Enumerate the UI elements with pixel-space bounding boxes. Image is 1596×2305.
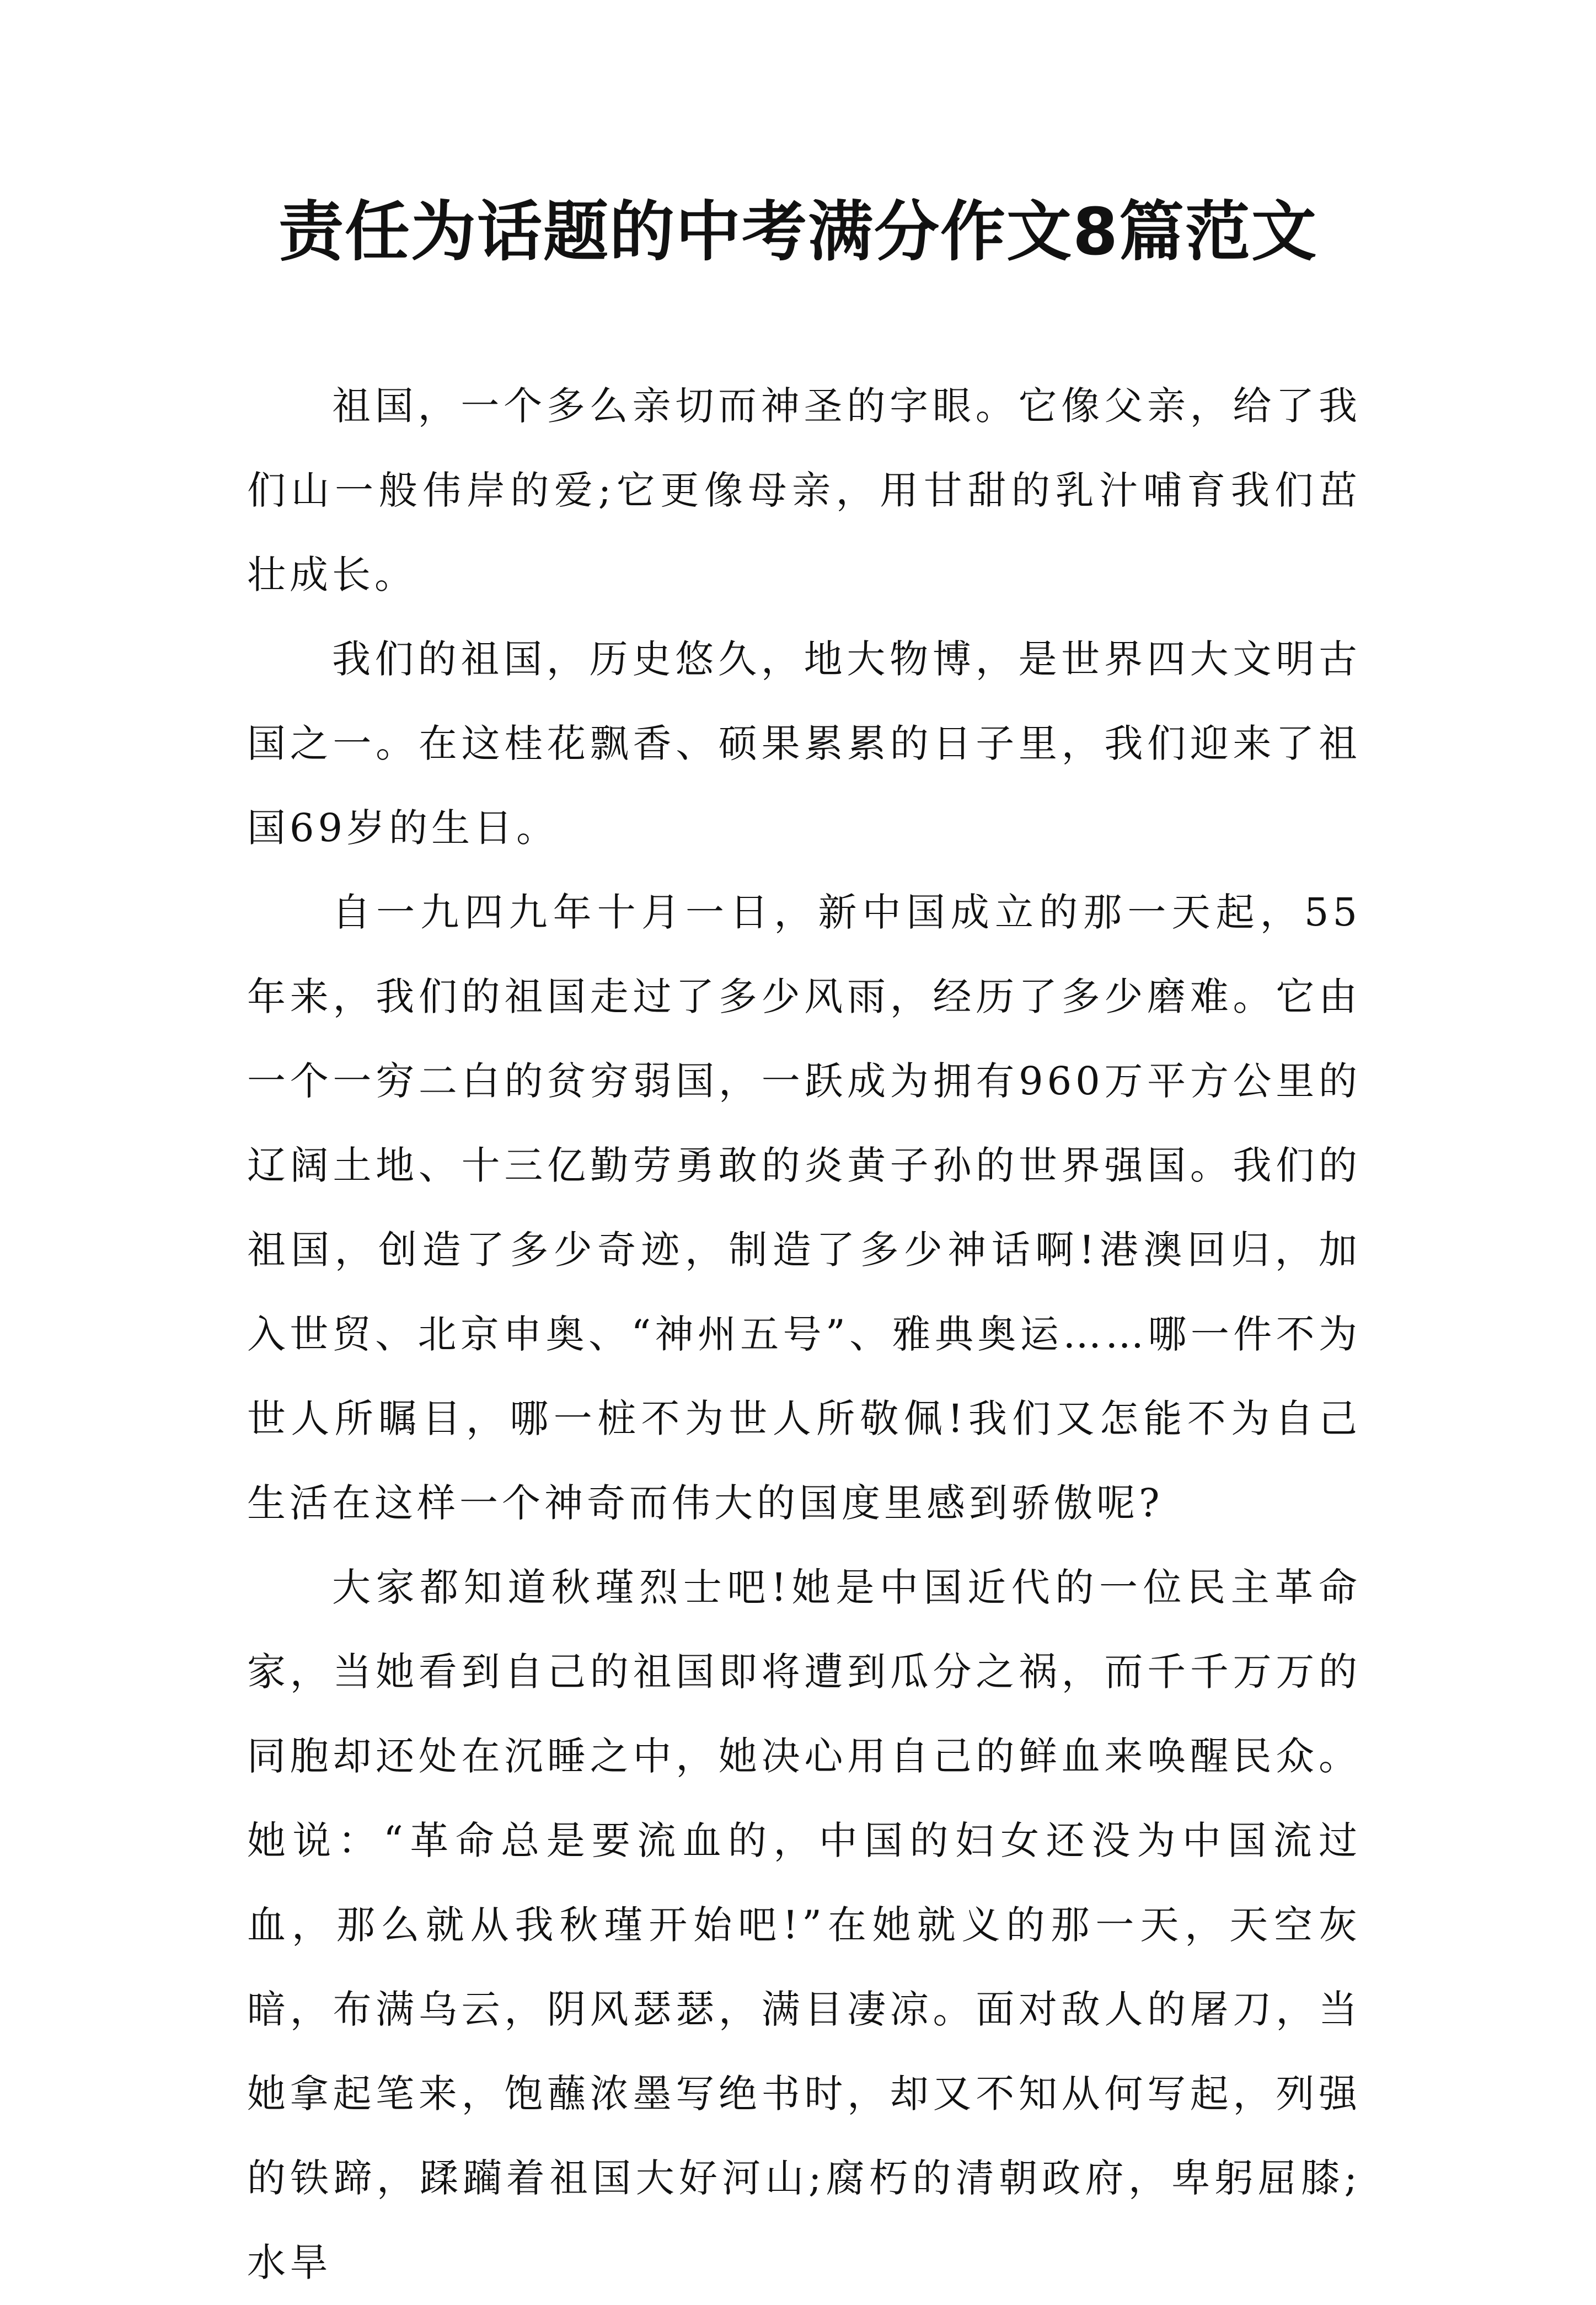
paragraph-2: 我们的祖国，历史悠久，地大物博，是世界四大文明古国之一。在这桂花飘香、硕果累累的日子里，我们迎来了祖国69岁的生日。 (247, 637, 1361, 851)
document-title: 责任为话题的中考满分作文8篇范文 (278, 194, 1318, 270)
paragraph-3: 自一九四九年十月一日，新中国成立的那一天起，55年来，我们的祖国走过了多少风雨，经历了多少磨难。它由一个一穷二白的贫穷弱国，一跃成为拥有960万平方公里的辽阔土地、十三亿勤劳勇敢的炎黄子孙的世界强国。我们的祖国，创造了多少奇迹，制造了多少神话啊!港澳回归，加入世贸、北京申奥、“神州五号”、雅典奥运……哪一件不为世人所瞩目，哪一桩不为世人所敬佩!我们又怎能不为自己生活在这样一个神奇而伟大的国度里感到骄傲呢? (247, 890, 1361, 1526)
paragraph-4: 大家都知道秋瑾烈士吧!她是中国近代的一位民主革命家，当她看到自己的祖国即将遭到瓜分之祸，而千千万万的同胞却还处在沉睡之中，她决心用自己的鲜血来唤醒民众。她说：“革命总是要流血的，中国的妇女还没为中国流过血，那么就从我秋瑾开始吧!”在她就义的那一天，天空灰暗，布满乌云，阴风瑟瑟，满目凄凉。面对敌人的屠刀，当她拿起笔来，饱蘸浓墨写绝书时，却又不知从何写起，列强的铁蹄，蹂躏着祖国大好河山;腐朽的清朝政府，卑躬屈膝;水旱 (247, 1565, 1361, 2285)
document-body (247, 364, 1361, 2305)
paragraph-1: 祖国，一个多么亲切而神圣的字眼。它像父亲，给了我们山一般伟岸的爱;它更像母亲，用甘甜的乳汁哺育我们茁壮成长。 (247, 383, 1361, 597)
